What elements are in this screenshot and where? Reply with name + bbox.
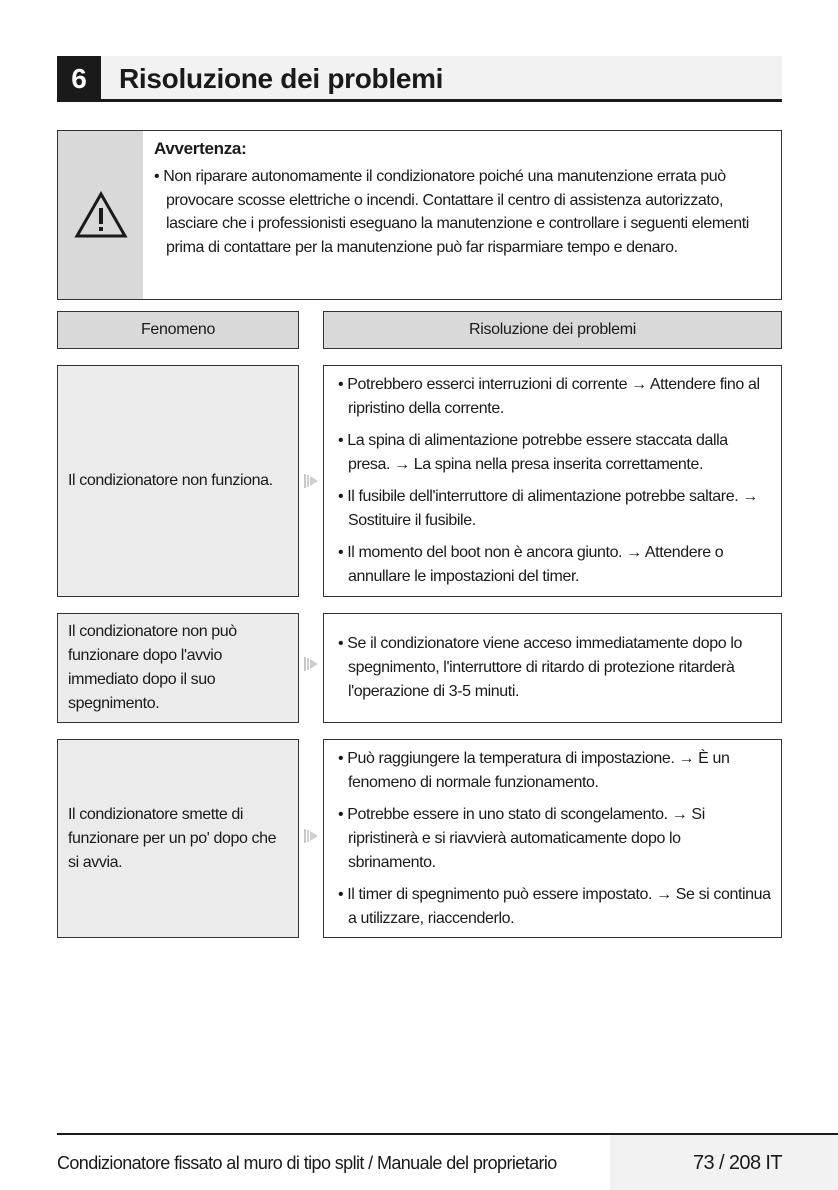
header-solution: Risoluzione dei problemi [323,311,782,349]
warning-title: Avvertenza: [154,139,247,158]
footer-page-box [610,1135,838,1190]
warning-content [154,137,769,259]
solution-cell [323,739,782,938]
solution-item: • Se il condizionatore viene acceso immediatamente dopo lo spegnimento, l'interruttore di ritardo di protezione ritarderà l'operazione di 3-5 minuti. [338,635,742,700]
solution-cell [323,613,782,723]
warning-triangle-icon [74,191,128,239]
page-number: 73 / 208 IT [692,1152,782,1174]
arrow-right-icon [304,657,318,671]
warning-text: • Non riparare autonomamente il condizionatore poiché una manutenzione errata può provocare scosse elettriche o incendi. Contattare il centro di assistenza autorizzato, lasciare che i professionisti eseguano la manutenzione e controllare i seguenti elementi prima di contattare per la manutenzione può far risparmiare tempo e denaro. [154,168,749,256]
phenomenon-text: Il condizionatore non funziona. [68,472,273,489]
section-header [57,56,782,102]
solution-item: • Il momento del boot non è ancora giunto. → Attendere o annullare le impostazioni del timer. [338,544,724,585]
arrow-right-icon [304,474,318,488]
solution-item: • Il fusibile dell'interruttore di alimentazione potrebbe saltare. → Sostituire il fusibile. [338,488,758,529]
phenomenon-cell [57,739,299,938]
page-title: Risoluzione dei problemi [119,63,444,94]
phenomenon-cell [57,365,299,597]
solution-item: • Potrebbe essere in uno stato di scongelamento. → Si ripristinerà e si riavvierà automaticamente dopo lo sbrinamento. [338,805,705,871]
header-phenomenon: Fenomeno [57,311,299,349]
phenomenon-cell [57,613,299,723]
solution-item: • Potrebbero esserci interruzioni di corrente → Attendere fino al ripristino della corrente. [338,376,760,417]
solution-item: • Può raggiungere la temperatura di impostazione. → È un fenomeno di normale funzionamento. [338,749,730,791]
footer-title: Condizionatore fissato al muro di tipo split / Manuale del proprietario [57,1153,557,1173]
solution-item: • La spina di alimentazione potrebbe essere staccata dalla presa. → La spina nella presa inserita correttamente. [338,432,728,473]
solution-cell [323,365,782,597]
warning-icon-cell [58,131,143,299]
phenomenon-text: Il condizionatore non può funzionare dopo l'avvio immediato dopo il suo spegnimento. [68,623,237,712]
section-number: 6 [57,56,101,102]
arrow-right-icon [304,829,318,843]
warning-box [57,130,782,300]
phenomenon-text: Il condizionatore smette di funzionare per un po' dopo che si avvia. [68,805,277,871]
solution-item: • Il timer di spegnimento può essere impostato. → Se si continua a utilizzare, riaccenderlo. [338,885,771,927]
